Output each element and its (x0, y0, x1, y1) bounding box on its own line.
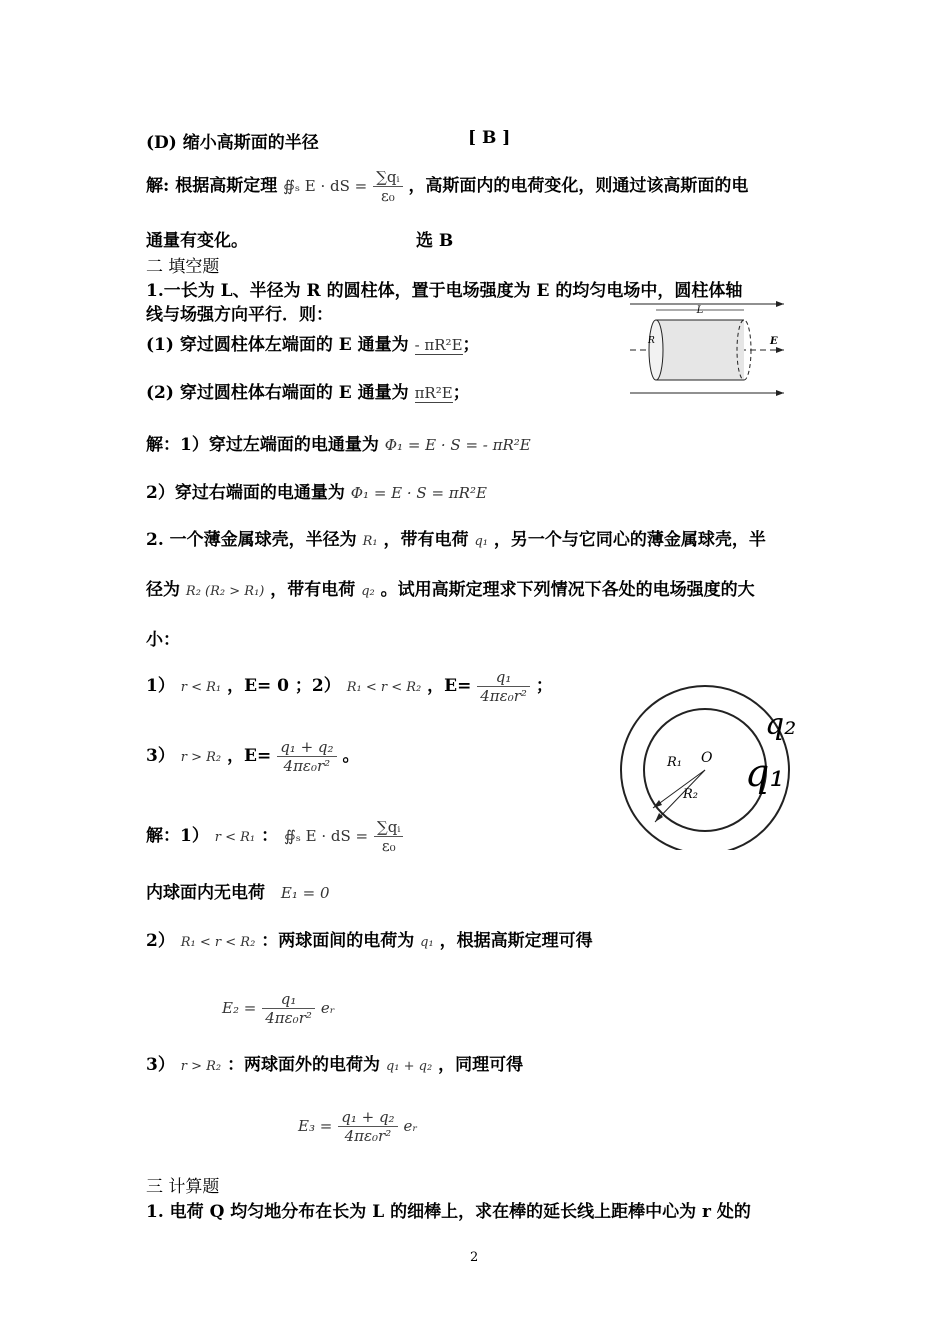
q1-part2: (2) 穿过圆柱体右端面的 E 通量为 πR²E； (146, 383, 470, 403)
q2-E2-eq: E₂ = $\frac{\text{q₁}}{\text{4πε₀r²}}$ eᵣ (222, 990, 335, 1027)
label-R: R (648, 336, 655, 346)
gauss-fraction: $\frac{\text{∑qᵢ}}{\text{ε₀}}$ (373, 168, 402, 205)
q1-part1-answer: - πR²E (414, 336, 463, 354)
q1-part2-answer: πR²E (414, 384, 453, 402)
gauss-lhs: ∯ₛ E · dS = (283, 177, 368, 195)
q2-line2: 径为 R₂ (R₂ > R₁) ，带有电荷 q₂ 。试用高斯定理求下列情况下各处的电场强度的大 (146, 580, 755, 600)
q2-sol2: 2） R₁ < r < R₂ ：两球面间的电荷为 q₁ ，根据高斯定理可得 (146, 931, 593, 951)
q2-inner: 内球面内无电荷 E₁ = 0 (146, 883, 330, 903)
q1-line2: 线与场强方向平行．则： (146, 305, 333, 325)
label-q1: q₁ (745, 751, 785, 795)
q2-line1: 2. 一个薄金属球壳，半径为 R₁ ，带有电荷 q₁ ，另一个与它同心的薄金属球壳，半 (146, 530, 766, 550)
q2-line3: 小： (146, 630, 180, 650)
q1-sol1: 解：1）穿过左端面的电通量为 Φ₁ = E · S = - πR²E (146, 435, 531, 455)
label-q2: q₂ (765, 707, 797, 742)
section-calc: 三 计算题 (146, 1177, 220, 1197)
answer-bracket: [ B ] (468, 128, 511, 148)
solution-gauss: 解: 根据高斯定理 ∯ₛ E · dS = $\frac{\text{∑qᵢ}}{\text{ε₀}}$ ，高斯面内的电荷变化，则通过该高斯面的电 (146, 168, 749, 205)
label-E: E (770, 336, 778, 347)
label-R2: R₂ (683, 787, 698, 802)
label-O: O (701, 750, 713, 766)
q2-sol1: 解：1） r < R₁ ： ∯ₛ E · dS = $\frac{\text{∑qᵢ}}{\text{ε₀}}$ (146, 818, 403, 855)
q2-E3-eq: E₃ = $\frac{\text{q₁ + q₂}}{\text{4πε₀r²}}$ eᵣ (298, 1108, 418, 1145)
section-fill: 二 填空题 (146, 257, 220, 277)
q3-line1: 1. 电荷 Q 均匀地分布在长为 L 的细棒上，求在棒的延长线上距棒中心为 r 处的 (146, 1202, 751, 1222)
q1-line1: 1.一长为 L、半径为 R 的圆柱体，置于电场强度为 E 的均匀电场中，圆柱体轴 (146, 281, 743, 301)
sphere-figure (615, 680, 815, 850)
q2-case3: 3） r > R₂ ，E= $\frac{\text{q₁ + q₂}}{\text{4πε₀r²}}$ 。 (146, 738, 360, 775)
label-R1: R₁ (667, 755, 682, 770)
solution-line2: 通量有变化。 选 B (146, 231, 454, 251)
page-number: 2 (470, 1250, 479, 1265)
q2-case1-2: 1） r < R₁ ，E= 0 ；2） R₁ < r < R₂ ，E= $\frac{\text{q₁}}{\text{4πε₀r²}}$ ； (146, 668, 553, 705)
option-d: (D) 缩小高斯面的半径 [ B ] (146, 128, 511, 153)
q1-sol2: 2）穿过右端面的电通量为 Φ₁ = E · S = πR²E (146, 483, 487, 503)
label-L: L (696, 305, 704, 316)
q2-sol3: 3） r > R₂ ：两球面外的电荷为 q₁ + q₂ ，同理可得 (146, 1055, 524, 1075)
q1-part1: (1) 穿过圆柱体左端面的 E 通量为 - πR²E； (146, 335, 480, 355)
cylinder-figure (628, 298, 788, 400)
